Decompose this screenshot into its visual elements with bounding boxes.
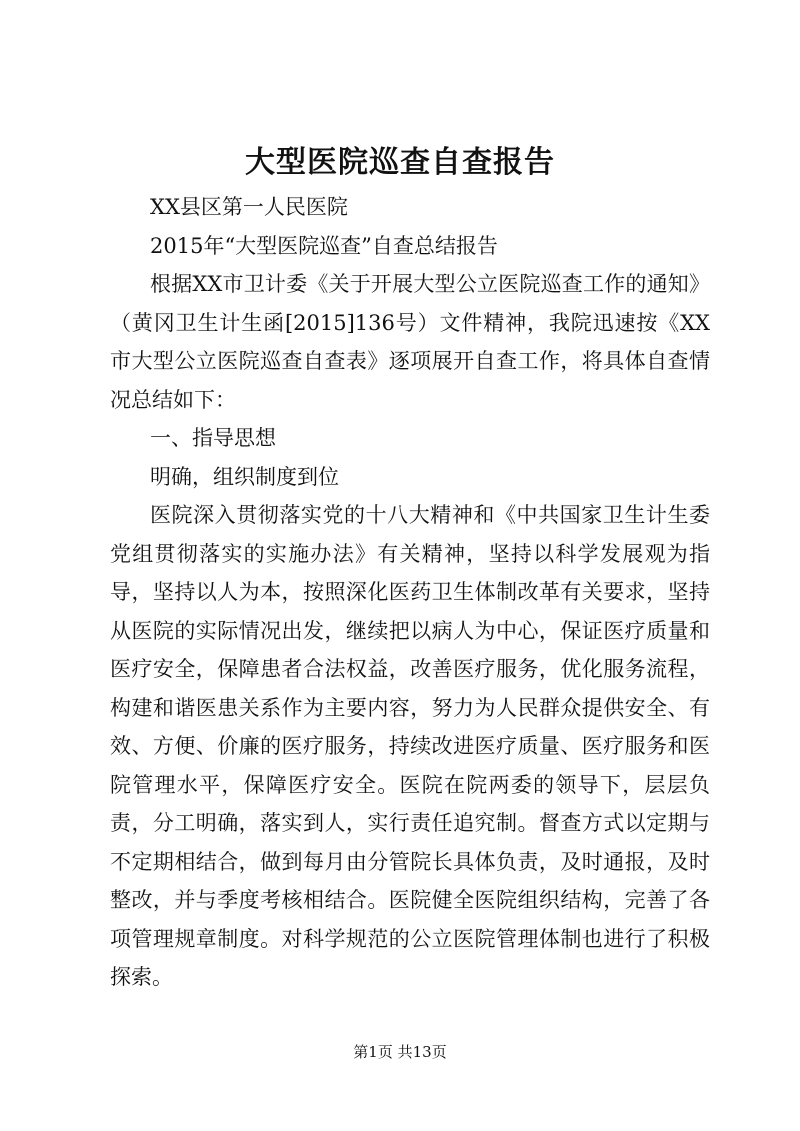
subheading-organization: 明确，组织制度到位 [150,464,339,489]
main-paragraph: 医院深入贯彻落实党的十八大精神和《中共国家卫生计生委党组贯彻落实的实施办法》有关精神，坚持以科学发展观为指导，坚持以人为本，按照深化医药卫生体制改革有关要求，坚持从医院的实际情况出发，继续把以病人为中心，保证医疗质量和医疗安全，保障患者合法权益，改善医疗服务，优化服务流程，构建和谐医患关系作为主要内容，努力为人民群众提供安全、有效、方便、价廉的医疗服务，持续改进医疗质量、医疗服务和医院管理水平，保障医疗安全。医院在院两委的领导下，层层负责，分工明确，落实到人，实行责任追究制。督查方式以定期与不定期相结合，做到每月由分管院长具体负责，及时通报，及时整改，并与季度考核相结合。医院健全医院组织结构，完善了各项管理规章制度。对科学规范的公立医院管理体制也进行了积极探索。 [110,503,710,989]
hospital-name-line: XX县区第一人民医院 [150,195,348,219]
document-body [110,188,710,997]
intro-paragraph: 根据XX市卫计委《关于开展大型公立医院巡查工作的通知》（黄冈卫生计生函[2015]136号）文件精神，我院迅速按《XX市大型公立医院巡查自查表》逐项展开自查工作，将具体自查情况总结如下： [110,272,710,412]
page-footer: 第1页 共13页 [353,1043,447,1061]
report-subtitle-line: 2015年“大型医院巡查”自查总结报告 [150,233,498,258]
section-heading-guiding-ideology: 一、指导思想 [150,426,276,450]
document-title: 大型医院巡查自查报告 [245,145,555,180]
